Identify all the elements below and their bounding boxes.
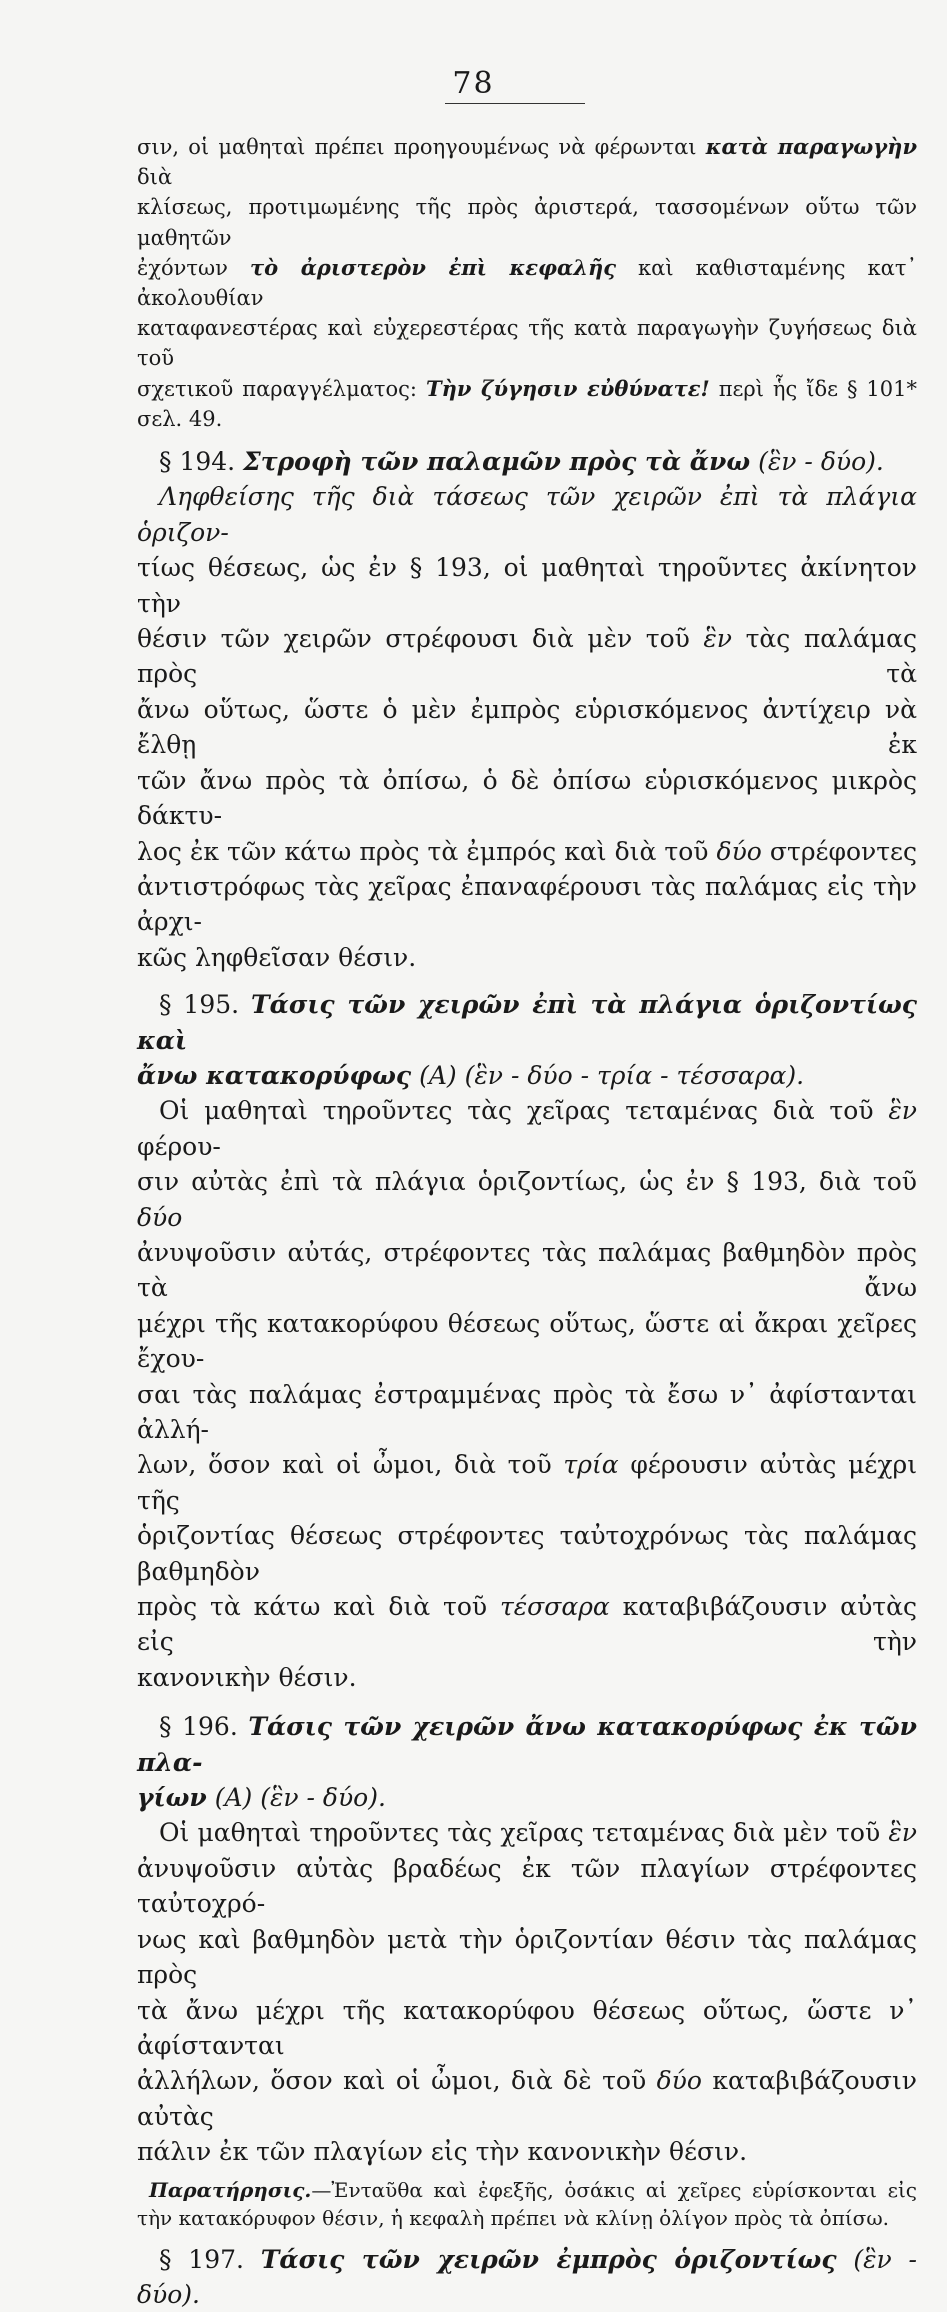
text-line: πρὸς τὰ κάτω καὶ διὰ τοῦ τέσσαρα καταβιβάζουσιν αὐτὰς εἰς τὴν	[137, 1592, 917, 1657]
text-line: ἄνω οὕτως, ὥστε ὁ μὲν ἐμπρὸς εὑρισκόμενος ἀντίχειρ νὰ ἔλθῃ ἐκ	[137, 694, 917, 760]
text-line: κανονικὴν θέσιν.	[137, 1662, 357, 1692]
bold-phrase: κατὰ παραγωγὴν	[705, 134, 918, 159]
section-count: (ἓν - δύο).	[750, 447, 884, 477]
text-line: μέχρι τῆς κατακορύφου θέσεως οὕτως, ὥστε αἱ ἄκραι χεῖρες ἔχου-	[137, 1308, 917, 1374]
text-line: τὴν κατακόρυφον θέσιν, ἡ κεφαλὴ πρέπει νὰ κλίνῃ ὀλίγον πρὸς τὰ ὀπίσω.	[137, 2205, 890, 2230]
section-title: γίων	[137, 1783, 207, 1813]
paragraph-194	[137, 479, 917, 975]
text-line: τῶν ἄνω πρὸς τὰ ὀπίσω, ὁ δὲ ὀπίσω εὑρισκόμενος μικρὸς δάκτυ-	[137, 765, 917, 831]
text-line: ἀνυψοῦσιν αὐτὰς βραδέως ἐκ τῶν πλαγίων στρέφοντες ταὐτοχρό-	[137, 1853, 917, 1919]
text-line: πάλιν ἐκ τῶν πλαγίων εἰς τὴν κανονικὴν θέσιν.	[137, 2137, 748, 2167]
paragraph-195	[137, 1093, 917, 1695]
header-rule	[445, 103, 585, 104]
section-title: Τάσις τῶν χειρῶν ἐμπρὸς ὁριζοντίως	[260, 2244, 837, 2274]
text-line: λος ἐκ τῶν κάτω πρὸς τὰ ἐμπρός καὶ διὰ τοῦ δύο στρέφοντες	[137, 836, 918, 866]
text-line: λων, ὅσον καὶ οἱ ὦμοι, διὰ τοῦ τρία φέρουσιν αὐτὰς μέχρι τῆς	[137, 1450, 918, 1515]
section-title: Στροφὴ τῶν παλαμῶν πρὸς τὰ ἄνω	[243, 447, 751, 477]
section-title: Τάσις τῶν χειρῶν ἄνω κατακορύφως ἐκ τῶν πλα-	[137, 1712, 917, 1777]
section-count: (ἓν - δύο).	[137, 2244, 917, 2309]
paragraph-196	[137, 1815, 917, 2169]
section-title: ἄνω κατακορύφως	[137, 1060, 412, 1090]
section-heading-197: § 197. Τάσις τῶν χειρῶν ἐμπρὸς ὁριζοντίως (ἓν - δύο).	[137, 2244, 917, 2309]
text-line: κῶς ληφθεῖσαν θέσιν.	[137, 942, 417, 972]
section-title: Τάσις τῶν χειρῶν ἐπὶ τὰ πλάγια ὁριζοντίως καὶ	[137, 990, 918, 1055]
text-line: σαι τὰς παλάμας ἐστραμμένας πρὸς τὰ ἔσω ν᾽ ἀφίστανται ἀλλή-	[137, 1379, 917, 1444]
text-line: ἀντιστρόφως τὰς χεῖρας ἐπαναφέρουσι τὰς παλάμας εἰς τὴν ἀρχι-	[137, 871, 917, 937]
section-heading-195-cont	[137, 1058, 917, 1093]
text-line: ἀνυψοῦσιν αὐτάς, στρέφοντες τὰς παλάμας βαθμηδὸν πρὸς τὰ ἄνω	[137, 1237, 917, 1303]
text-line: Παρατήρησις.—Ἐνταῦθα καὶ ἐφεξῆς, ὁσάκις αἱ χεῖρες εὑρίσκονται εἰς	[149, 2177, 917, 2202]
section-heading-195: § 195. Τάσις τῶν χειρῶν ἐπὶ τὰ πλάγια ὁριζοντίως καὶ	[137, 990, 918, 1055]
text-line: νως καὶ βαθμηδὸν μετὰ τὴν ὁριζοντίαν θέσιν τὰς παλάμας πρὸς	[137, 1924, 917, 1990]
text-line: ἐχόντων τὸ ἀριστερὸν ἐπὶ κεφαλῆς καὶ καθισταμένης κατ᾽ ἀκολουθίαν	[137, 254, 917, 311]
section-count: (Α) (ἓν - δύο).	[206, 1783, 386, 1813]
note-label: Παρατήρησις.	[149, 2177, 312, 2202]
bold-phrase: Τὴν ζύγησιν εὐθύνατε!	[425, 375, 710, 401]
text-line: τίως θέσεως, ὡς ἐν § 193, οἱ μαθηταὶ τηροῦντες ἀκίνητον τὴν	[137, 553, 917, 618]
page-number: 78	[452, 66, 495, 101]
text-line: σχετικοῦ παραγγέλματος: Τὴν ζύγησιν εὐθύνατε! περὶ ἧς ἴδε § 101* σελ. 49.	[137, 375, 917, 431]
text-line: Οἱ μαθηταὶ τηροῦντες τὰς χεῖρας τεταμένας διὰ τοῦ ἓν φέρου-	[137, 1096, 917, 1161]
note-block	[137, 2176, 917, 2232]
section-heading-194: § 194. Στροφὴ τῶν παλαμῶν πρὸς τὰ ἄνω (ἓν - δύο).	[159, 447, 884, 477]
text-line: ὁριζοντίας θέσεως στρέφοντες ταὐτοχρόνως τὰς παλάμας βαθμηδὸν	[137, 1521, 917, 1586]
text-line: θέσιν τῶν χειρῶν στρέφουσι διὰ μὲν τοῦ ἓν τὰς παλάμας πρὸς τὰ	[137, 624, 918, 689]
page-body	[137, 132, 917, 2312]
text-line: τὰ ἄνω μέχρι τῆς κατακορύφου θέσεως οὕτως, ὥστε ν᾽ ἀφίστανται	[137, 1995, 917, 2060]
text-line: σιν αὐτὰς ἐπὶ τὰ πλάγια ὁριζοντίως, ὡς ἐν § 193, διὰ τοῦ δύο	[137, 1167, 917, 1232]
text-line: καταφανεστέρας καὶ εὐχερεστέρας τῆς κατὰ παραγωγὴν ζυγήσεως διὰ τοῦ	[137, 316, 917, 371]
text-line: Ληφθείσης τῆς διὰ τάσεως τῶν χειρῶν ἐπὶ τὰ πλάγια ὁριζον-	[137, 482, 917, 547]
text-line: ἀλλήλων, ὅσον καὶ οἱ ὦμοι, διὰ δὲ τοῦ δύο καταβιβάζουσιν αὐτὰς	[137, 2066, 917, 2131]
bold-phrase: τὸ ἀριστερὸν ἐπὶ κεφαλῆς	[249, 254, 616, 280]
section-heading-196-cont	[137, 1780, 917, 1815]
paragraph-continuation	[137, 132, 917, 434]
section-count: (Α) (ἓν - δύο - τρία - τέσσαρα).	[411, 1060, 805, 1090]
section-heading-196: § 196. Τάσις τῶν χειρῶν ἄνω κατακορύφως ἐκ τῶν πλα-	[137, 1712, 917, 1777]
text-line: Οἱ μαθηταὶ τηροῦντες τὰς χεῖρας τεταμένας διὰ μὲν τοῦ ἓν	[159, 1818, 917, 1848]
text-line: κλίσεως, προτιμωμένης τῆς πρὸς ἀριστερά, τασσομένων οὕτω τῶν μαθητῶν	[137, 195, 917, 250]
text-line: σιν, οἱ μαθηταὶ πρέπει προηγουμένως νὰ φέρωνται κατὰ παραγωγὴν διὰ	[137, 134, 918, 190]
